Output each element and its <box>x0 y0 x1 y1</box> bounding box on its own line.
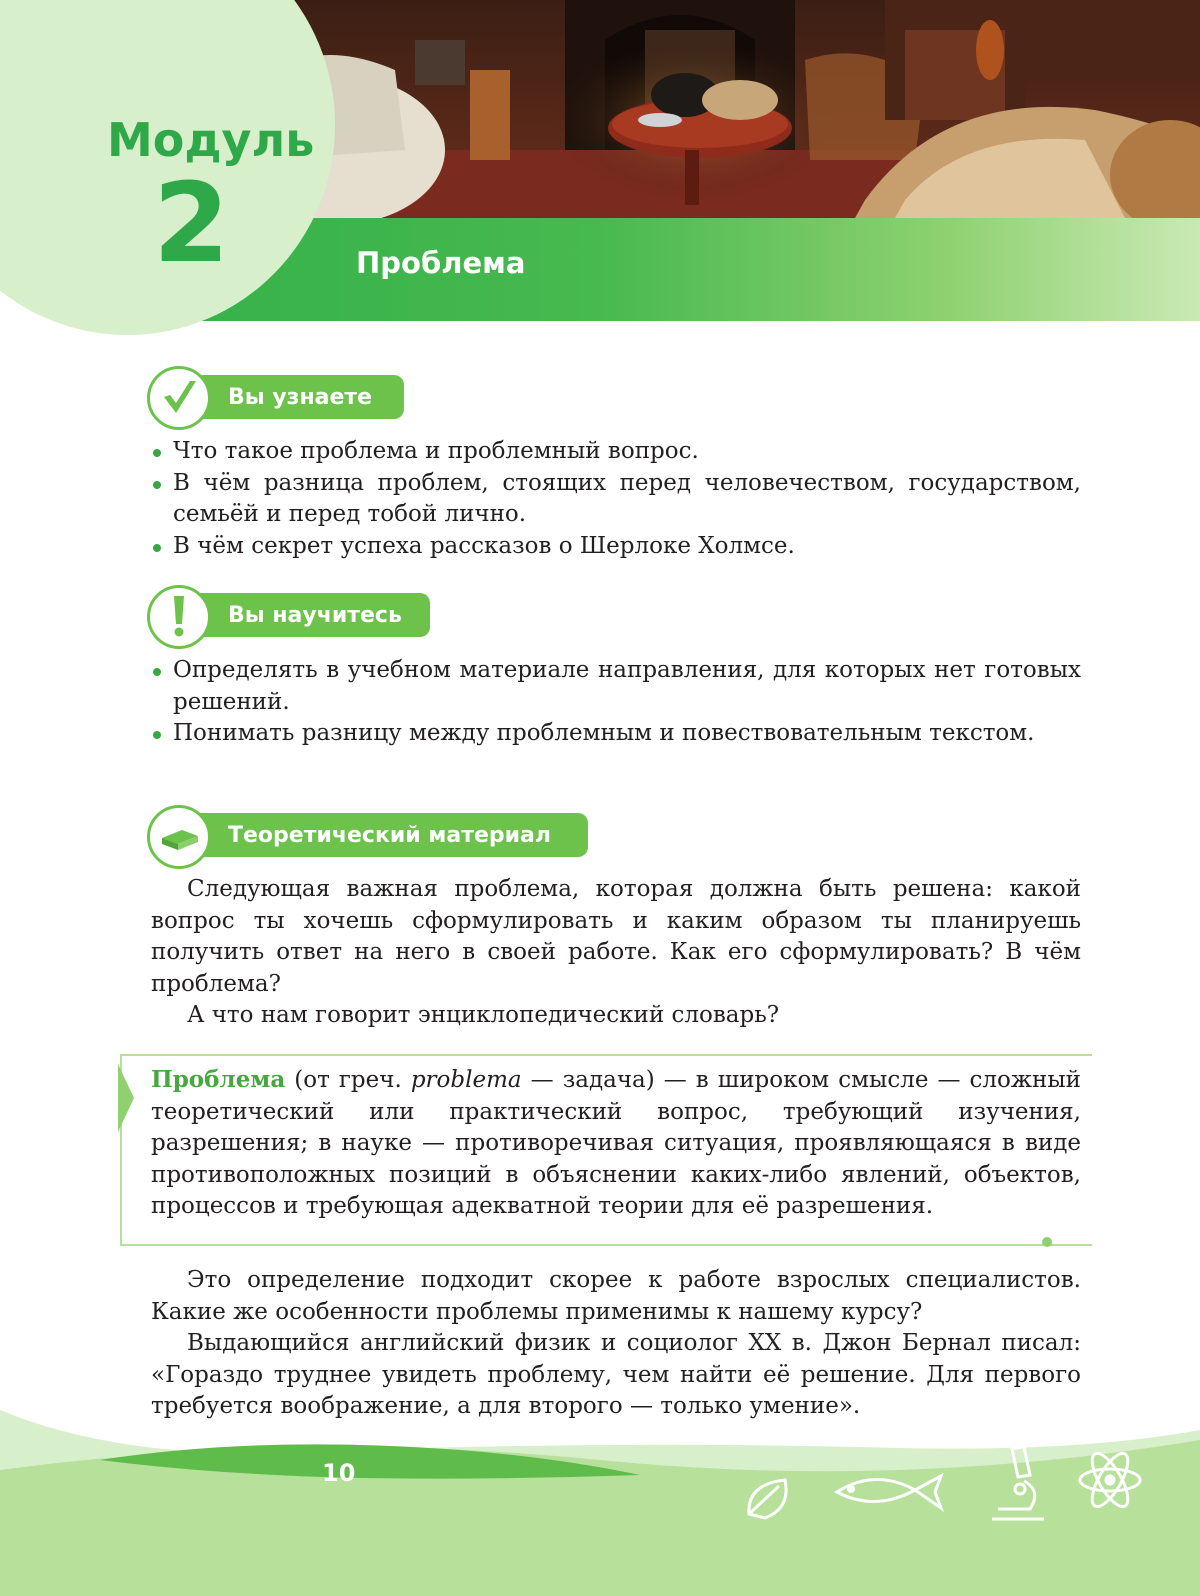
skills-badge <box>147 585 211 649</box>
theory-label: Теоретический материал <box>228 823 551 848</box>
list-item: В чём секрет успеха рассказов о Шерлоке Холмсе. <box>151 531 1081 563</box>
learn-list <box>151 436 1081 562</box>
paragraph: А что нам говорит энциклопедический словарь? <box>187 1002 780 1028</box>
title-banner <box>200 218 1200 321</box>
module-word: Модуль <box>107 113 315 167</box>
skills-label: Вы научитесь <box>228 603 402 628</box>
after-text <box>151 1265 1081 1423</box>
bullet-icon <box>153 731 161 739</box>
book-icon <box>150 808 208 866</box>
paragraph: Следующая важная проблема, которая должна быть решена: какой вопрос ты хочешь сформулировать и каким образом ты планируешь получить ответ на него в своей работе. Как его сформулировать? В чём проблема? <box>151 876 1081 997</box>
definition-term: Проблема <box>151 1066 286 1093</box>
theory-text <box>151 874 1081 1032</box>
victorian-room-photo <box>265 0 1200 218</box>
definition-dot-icon <box>1042 1237 1052 1247</box>
list-item: Понимать разницу между проблемным и повествовательным текстом. <box>151 718 1081 750</box>
header-photo <box>265 0 1200 218</box>
checkmark-icon <box>150 369 208 427</box>
list-item: В чём разница проблем, стоящих перед человечеством, государством, семьёй и перед тобой лично. <box>151 468 1081 531</box>
bullet-icon <box>153 481 161 489</box>
bullet-icon <box>153 668 161 676</box>
definition-arrow-icon <box>118 1064 134 1132</box>
exclamation-icon <box>150 588 208 646</box>
page-number: 10 <box>322 1459 356 1487</box>
definition-text: Проблема (от греч. problema — задача) — в широком смысле — сложный теоретический или практический вопрос, требующий изучения, разрешения; в науке — противоречивая ситуация, проявляющаяся в виде противоположных позиций в объяснении каких-либо явлений, объектов, процессов и требующая адекватной теории для её разрешения. <box>151 1066 1081 1219</box>
footer-decoration <box>0 1400 1200 1596</box>
module-number: 2 <box>153 159 230 287</box>
banner-title: Проблема <box>356 246 526 280</box>
theory-badge <box>147 805 211 869</box>
learn-badge <box>147 366 211 430</box>
definition-foreign-word: problema <box>410 1067 522 1093</box>
paragraph: Выдающийся английский физик и социолог XX в. Джон Бернал писал: «Гораздо труднее увидеть проблему, чем найти её решение. Для первого требуется воображение, а для второго — только умение». <box>151 1330 1081 1419</box>
skills-list <box>151 655 1081 750</box>
list-item: Что такое проблема и проблемный вопрос. <box>151 436 1081 468</box>
learn-label: Вы узнаете <box>228 385 373 410</box>
paragraph: Это определение подходит скорее к работе взрослых специалистов. Какие же особенности проблемы применимы к нашему курсу? <box>151 1267 1081 1325</box>
bullet-icon <box>153 449 161 457</box>
list-item: Определять в учебном материале направления, для которых нет готовых решений. <box>151 655 1081 718</box>
bullet-icon <box>153 544 161 552</box>
